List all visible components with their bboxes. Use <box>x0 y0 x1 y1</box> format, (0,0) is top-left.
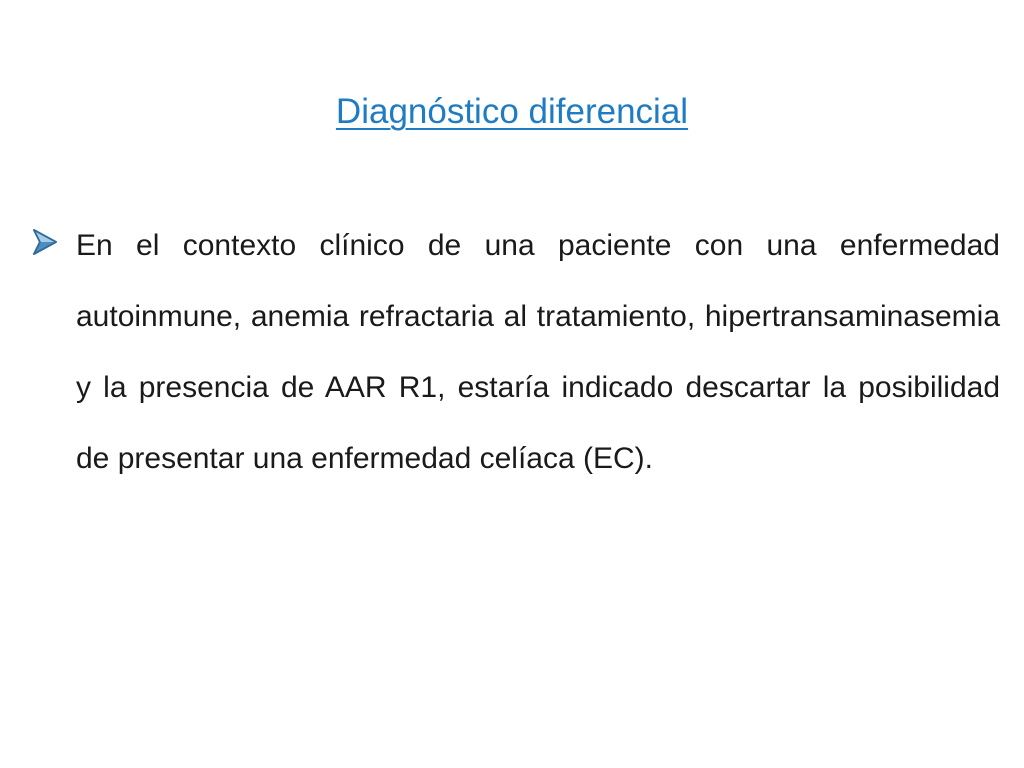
bullet-item <box>30 210 1000 494</box>
arrowhead-bullet-icon <box>30 227 60 257</box>
bullet-text: En el contexto clínico de una paciente con una enfermedad autoinmune, anemia refractaria al tratamiento, hipertransaminasemia y la presencia de AAR R1, estaría indicado descartar la posibilidad de presentar una enfermedad celíaca (EC). <box>76 229 1000 475</box>
slide-title <box>0 88 1024 136</box>
slide-title-text: Diagnóstico diferencial <box>335 92 689 131</box>
